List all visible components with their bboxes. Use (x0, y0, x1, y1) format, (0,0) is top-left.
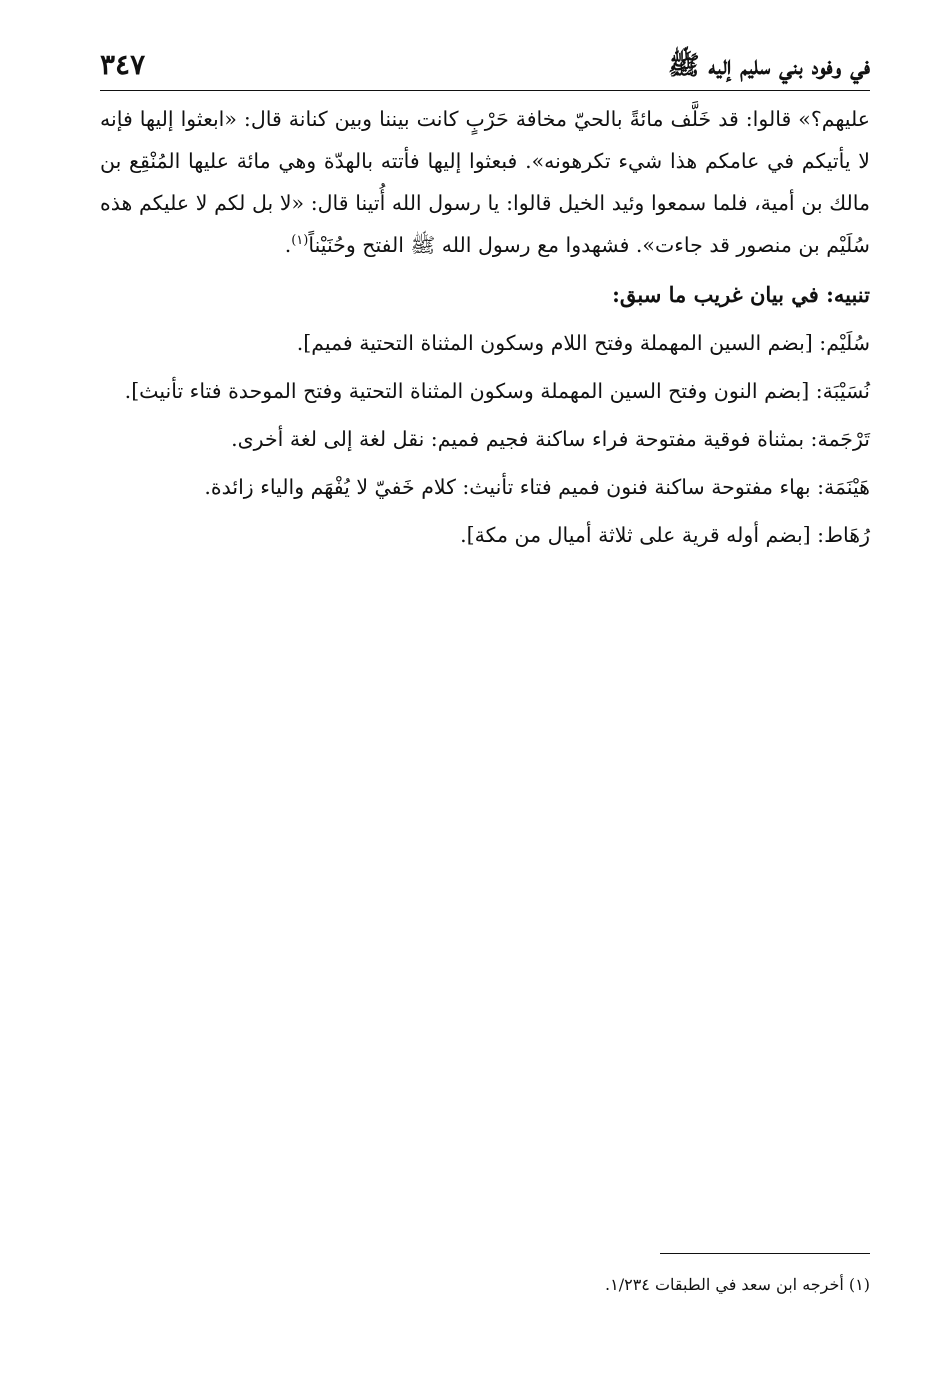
gloss-entry (100, 466, 870, 508)
page-number: ٣٤٧ (100, 48, 146, 81)
footnote-marker[interactable]: (١) (291, 233, 309, 249)
paragraph-end: . (284, 233, 292, 257)
narrative-paragraph (100, 98, 870, 266)
gloss-entry (100, 514, 870, 556)
gloss-entry (100, 322, 870, 364)
gloss-term: رُهَاط: (817, 523, 870, 547)
running-header (100, 48, 870, 90)
gloss-term: نُسَيْبَة: (815, 379, 870, 403)
book-page (100, 40, 870, 1340)
gloss-definition: [بضم النون وفتح السين المهملة وسكون المثناة التحتية وفتح الموحدة فتاء تأنيث]. (124, 379, 816, 403)
gloss-term: تَرْجَمة: (810, 427, 870, 451)
running-title: في وفود بني سليم إليه ﷺ (668, 51, 870, 81)
section-heading: تنبيه: في بيان غريب ما سبق: (612, 282, 870, 307)
header-rule (100, 90, 870, 91)
gloss-definition: [بضم أوله قرية على ثلاثة أميال من مكة]. (460, 523, 818, 547)
gloss-definition: [بضم السين المهملة وفتح اللام وسكون المثناة التحتية فميم]. (296, 331, 820, 355)
footnote-rule (660, 1253, 870, 1254)
gloss-term: هَيْنَمَة: (817, 475, 870, 499)
footnote: (١) أخرجه ابن سعد في الطبقات ١/٢٣٤. (605, 1275, 870, 1294)
gloss-entry (100, 370, 870, 412)
gloss-definition: بهاء مفتوحة ساكنة فنون فميم فتاء تأنيث: كلام خَفيّ لا يُفْهَم والياء زائدة. (204, 475, 818, 499)
gloss-term: سُلَيْم: (819, 331, 870, 355)
main-text (100, 98, 870, 562)
gloss-entry (100, 418, 870, 460)
gloss-definition: بمثناة فوقية مفتوحة فراء ساكنة فجيم فميم: نقل لغة إلى لغة أخرى. (231, 427, 811, 451)
paragraph-text: عليهم؟» قالوا: قد خَلَّف مائةً بالحيّ مخافة حَرْبٍ كانت بيننا وبين كنانة قال: «ابعثوا إليها فإنه لا يأتيكم في عامكم هذا شيء تكرهونه». فبعثوا إليها فأتته بالهدّة وهي مائة عليها المُنْقِع بن مالك بن أمية، فلما سمعوا وئيد الخيل قالوا: يا رسول الله أُتينا قال: «لا بل لكم لا عليكم هذه سُلَيْم بن منصور قد جاءت». فشهدوا مع رسول الله ﷺ الفتح وحُنَيْناً (100, 107, 870, 257)
